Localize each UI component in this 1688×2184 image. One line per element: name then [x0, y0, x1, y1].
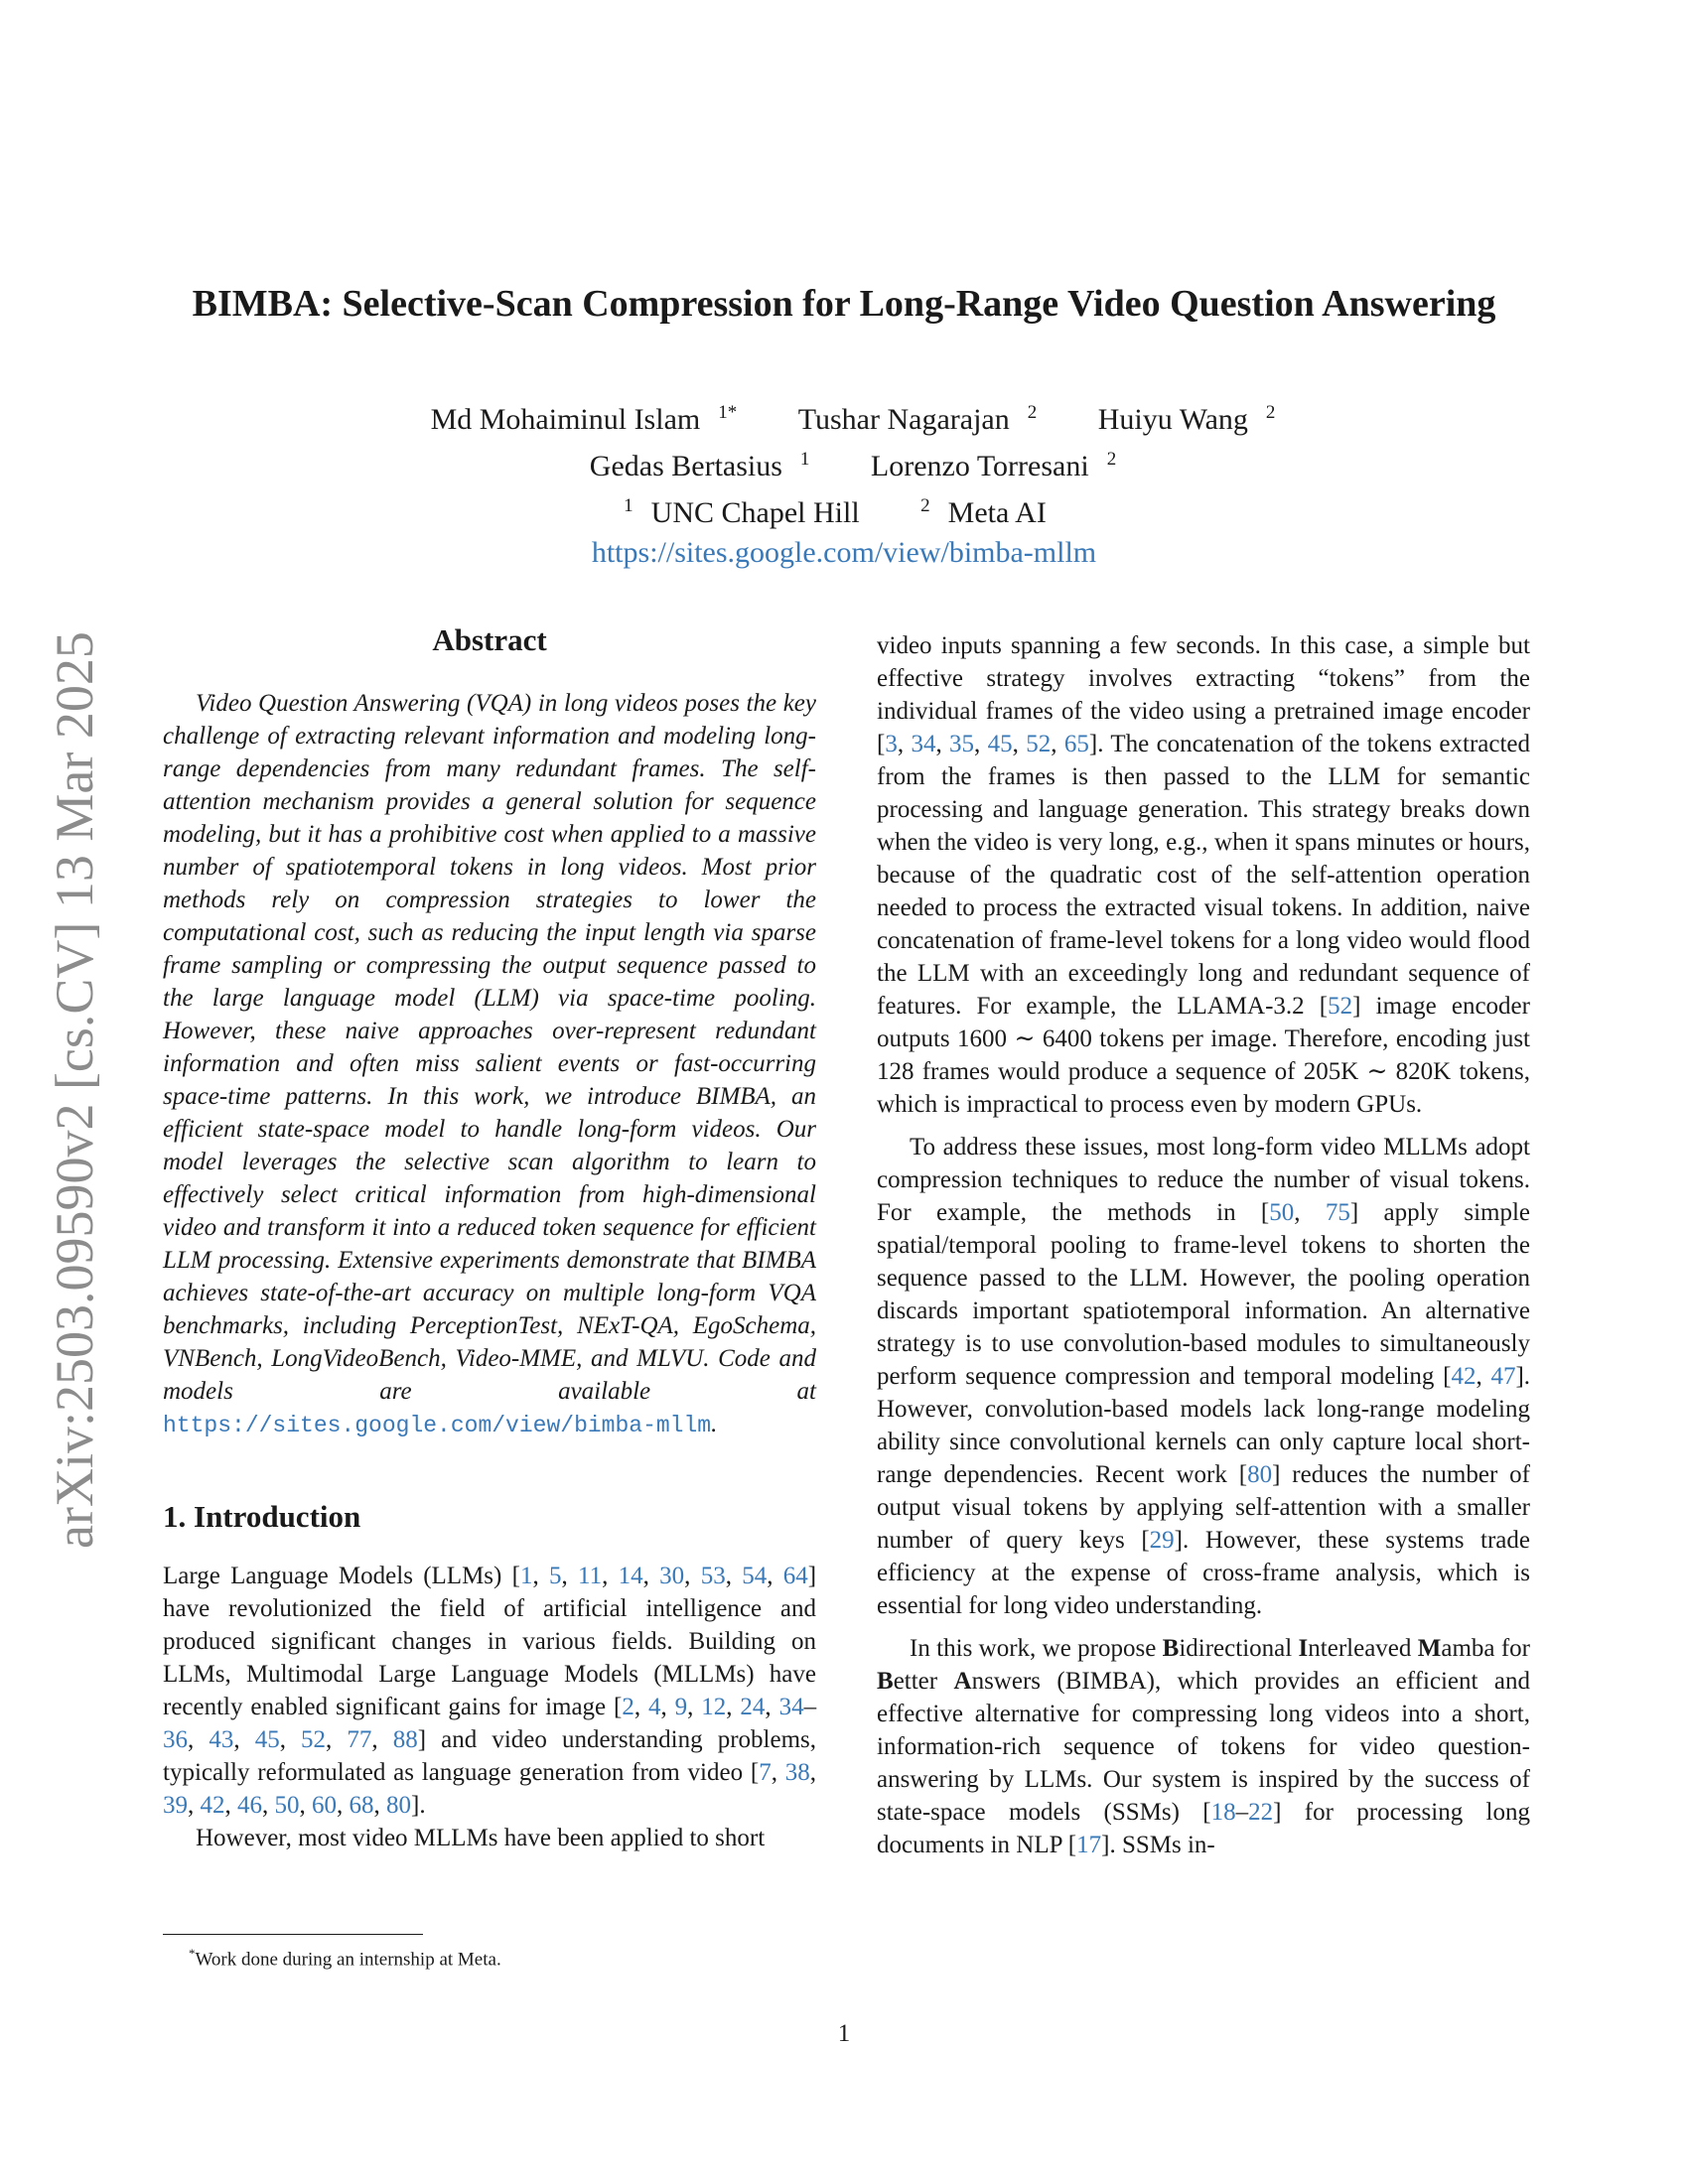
citation-link[interactable]: 75: [1325, 1199, 1350, 1226]
author-block: [298, 393, 1390, 573]
project-url-link[interactable]: https://sites.google.com/view/bimba-mllm: [591, 536, 1097, 569]
author-affiliation-mark: 2: [1106, 449, 1117, 470]
citation-link[interactable]: 22: [1248, 1799, 1274, 1826]
intro-paragraph-2: However, most video MLLMs have been applied to short: [196, 1825, 766, 1851]
citation-link[interactable]: 34: [778, 1694, 804, 1720]
citation-link[interactable]: 17: [1076, 1832, 1102, 1858]
abstract-body: Video Question Answering (VQA) in long videos poses the key challenge of extracting relevant information and modeling long-range dependencies from many redundant frames. The self-attention mechanism provides a general solution for sequence modeling, but it has a prohibitive cost when applied to a massive number of spatiotemporal tokens in long videos. Most prior methods rely on compression strategies to lower the computational cost, such as reducing the input length via sparse frame sampling or compressing the output sequence passed to the large language model (LLM) via space-time pooling. However, these naive approaches over-represent redundant information and often miss salient events or fast-occurring space-time patterns. In this work, we introduce BIMBA, an efficient state-space model to handle long-form videos. Our model leverages the selective scan algorithm to learn to effectively select critical information from high-dimensional video and transform it into a reduced token sequence for efficient LLM processing. Extensive experiments demonstrate that BIMBA achieves state-of-the-art accuracy on multiple long-form VQA benchmarks, including PerceptionTest, NExT-QA, EgoSchema, VNBench, LongVideoBench, Video-MME, and MLVU. Code and models are available at: [163, 690, 816, 1405]
author-affiliation-mark: 1: [799, 449, 810, 470]
citation-link[interactable]: 34: [911, 731, 936, 757]
author-line-1: [298, 393, 1390, 440]
citation-link[interactable]: 65: [1063, 731, 1089, 757]
citation-link[interactable]: 29: [1149, 1527, 1175, 1554]
citation-link[interactable]: 50: [274, 1792, 300, 1819]
citation-link[interactable]: 14: [618, 1563, 643, 1589]
citation-link[interactable]: 46: [237, 1792, 262, 1819]
footnote-text: Work done during an internship at Meta.: [195, 1949, 501, 1971]
citation-link[interactable]: 80: [1247, 1461, 1273, 1488]
abstract-end: .: [711, 1411, 718, 1437]
citation-link[interactable]: 50: [1269, 1199, 1295, 1226]
author-affiliation-mark: 1*: [718, 402, 738, 423]
citation-link[interactable]: 53: [700, 1563, 726, 1589]
citation-link[interactable]: 52: [1328, 993, 1353, 1020]
citation-link[interactable]: 18: [1210, 1799, 1236, 1826]
footnote-mark: *: [189, 1946, 196, 1961]
citation-link[interactable]: 45: [254, 1726, 280, 1753]
affiliation-mark: 1: [624, 495, 633, 516]
citation-link[interactable]: 77: [347, 1726, 372, 1753]
affiliation-name: UNC Chapel Hill: [650, 496, 860, 529]
abstract-heading: Abstract: [432, 622, 547, 657]
citation-link[interactable]: 42: [1451, 1363, 1477, 1390]
author-affiliation-mark: 2: [1027, 402, 1038, 423]
acronym-letter: M: [1417, 1635, 1442, 1662]
project-url-line: [298, 533, 1390, 573]
citation-link[interactable]: 52: [301, 1726, 327, 1753]
citation-link[interactable]: 80: [386, 1792, 411, 1819]
acronym-letter: I: [1298, 1635, 1309, 1662]
author: [853, 450, 1116, 482]
right-column: [877, 629, 1530, 1871]
citation-link[interactable]: 54: [742, 1563, 768, 1589]
author-name: Lorenzo Torresani: [870, 450, 1089, 482]
citation-link[interactable]: 4: [648, 1694, 661, 1720]
citation-link[interactable]: 64: [782, 1563, 808, 1589]
affiliation: [920, 496, 1064, 529]
citation-link[interactable]: 2: [622, 1694, 634, 1720]
citation-link[interactable]: 88: [392, 1726, 418, 1753]
author: [780, 403, 1038, 436]
intro-paragraph-5: In this work, we propose Bidirectional Interleaved Mamba for Better Answers (BIMBA), which provides an efficient and effective alternative for compressing long videos into a short, information-rich sequence of tokens for video question-answering by LLMs. Our system is inspired by the success of state-space models (SSMs) [18–22] for processing long documents in NLP [17]. SSMs in-: [877, 1635, 1531, 1858]
citation-link[interactable]: 45: [987, 731, 1013, 757]
author-name: Tushar Nagarajan: [797, 403, 1010, 436]
affiliation-mark: 2: [920, 495, 930, 516]
footnote: [189, 1942, 501, 1972]
author: [1080, 403, 1276, 436]
abstract-text: [163, 687, 816, 1442]
acronym-letter: B: [1162, 1635, 1180, 1662]
citation-link[interactable]: 39: [163, 1792, 188, 1819]
citation-link[interactable]: 24: [740, 1694, 766, 1720]
citation-link[interactable]: 43: [209, 1726, 234, 1753]
affiliation-name: Meta AI: [947, 496, 1047, 529]
citation-link[interactable]: 5: [548, 1563, 562, 1589]
intro-paragraph-3: video inputs spanning a few seconds. In this case, a simple but effective strategy involves extracting “tokens” from the individual frames of the video using a pretrained image encoder [3, 34, 35, 45, 52, 65]. The concatenation of the tokens extracted from the frames is then passed to the LLM for semantic processing and language generation. This strategy breaks down when the video is very long, e.g., when it spans minutes or hours, because of the quadratic cost of the self-attention operation needed to process the extracted visual tokens. In addition, naive concatenation of frame-level tokens for a long video would flood the LLM with an exceedingly long and redundant sequence of features. For example, the LLAMA-3.2 [52] image encoder outputs 1600 ∼ 6400 tokens per image. Therefore, encoding just 128 frames would produce a sequence of 205K ∼ 820K tokens, which is impractical to process even by modern GPUs.: [877, 632, 1531, 1118]
author-name: Md Mohaiminul Islam: [430, 403, 701, 436]
citation-link[interactable]: 12: [701, 1694, 727, 1720]
section-heading-introduction: 1. Introduction: [163, 1499, 361, 1534]
arxiv-stamp: arXiv:2503.09590v2 [cs.CV] 13 Mar 2025: [45, 631, 104, 1549]
footnote-rule: [163, 1934, 423, 1935]
affiliations: [298, 486, 1390, 533]
affiliation: [624, 496, 878, 529]
citation-link[interactable]: 35: [949, 731, 975, 757]
author-name: Gedas Bertasius: [589, 450, 782, 482]
acronym-letter: A: [953, 1668, 972, 1695]
citation-link[interactable]: 42: [200, 1792, 225, 1819]
citation-link[interactable]: 60: [312, 1792, 337, 1819]
intro-paragraph-4: To address these issues, most long-form video MLLMs adopt compression techniques to reduce the number of visual tokens. For example, the methods in [50, 75] apply simple spatial/temporal pooling to frame-level tokens to shorten the sequence passed to the LLM. However, the pooling operation discards important spatiotemporal information. An alternative strategy is to use convolution-based modules to simultaneously perform sequence compression and temporal modeling [42, 47]. However, convolution-based models lack long-range modeling ability since convolutional kernels can only capture local short-range dependencies. Recent work [80] reduces the number of output visual tokens by applying self-attention with a smaller number of query keys [29]. However, these systems trade efficiency at the expense of cross-frame analysis, which is essential for long video understanding.: [877, 1134, 1531, 1619]
citation-link[interactable]: 11: [578, 1563, 603, 1589]
author-affiliation-mark: 2: [1265, 402, 1276, 423]
citation-link[interactable]: 7: [759, 1759, 772, 1786]
author-line-2: [298, 440, 1390, 486]
intro-paragraph-1: Large Language Models (LLMs) [1, 5, 11, 14, 30, 53, 54, 64] have revolutionized the field of artificial intelligence and produced significant changes in various fields. Building on LLMs, Multimodal Large Language Models (MLLMs) have recently enabled significant gains for image [2, 4, 9, 12, 24, 34–36, 43, 45, 52, 77, 88] and video understanding problems, typically reformulated as language generation from video [7, 38, 39, 42, 46, 50, 60, 68, 80].: [163, 1563, 817, 1819]
citation-link[interactable]: 38: [784, 1759, 810, 1786]
author: [572, 450, 810, 482]
citation-link[interactable]: 47: [1490, 1363, 1516, 1390]
abstract-code-link[interactable]: https://sites.google.com/view/bimba-mllm: [163, 1413, 712, 1438]
citation-link[interactable]: 3: [885, 731, 898, 757]
author-name: Huiyu Wang: [1097, 403, 1248, 436]
left-column: [163, 621, 816, 1854]
citation-link[interactable]: 68: [349, 1792, 374, 1819]
citation-link[interactable]: 52: [1026, 731, 1052, 757]
citation-link[interactable]: 1: [519, 1563, 533, 1589]
paper-title: BIMBA: Selective-Scan Compression for Long-Range Video Question Answering: [192, 283, 1496, 325]
author: [413, 403, 738, 436]
citation-link[interactable]: 30: [659, 1563, 685, 1589]
acronym-letter: B: [877, 1668, 894, 1695]
page-number: 1: [837, 2020, 851, 2047]
citation-link[interactable]: 36: [163, 1726, 188, 1753]
citation-link[interactable]: 9: [674, 1694, 688, 1720]
